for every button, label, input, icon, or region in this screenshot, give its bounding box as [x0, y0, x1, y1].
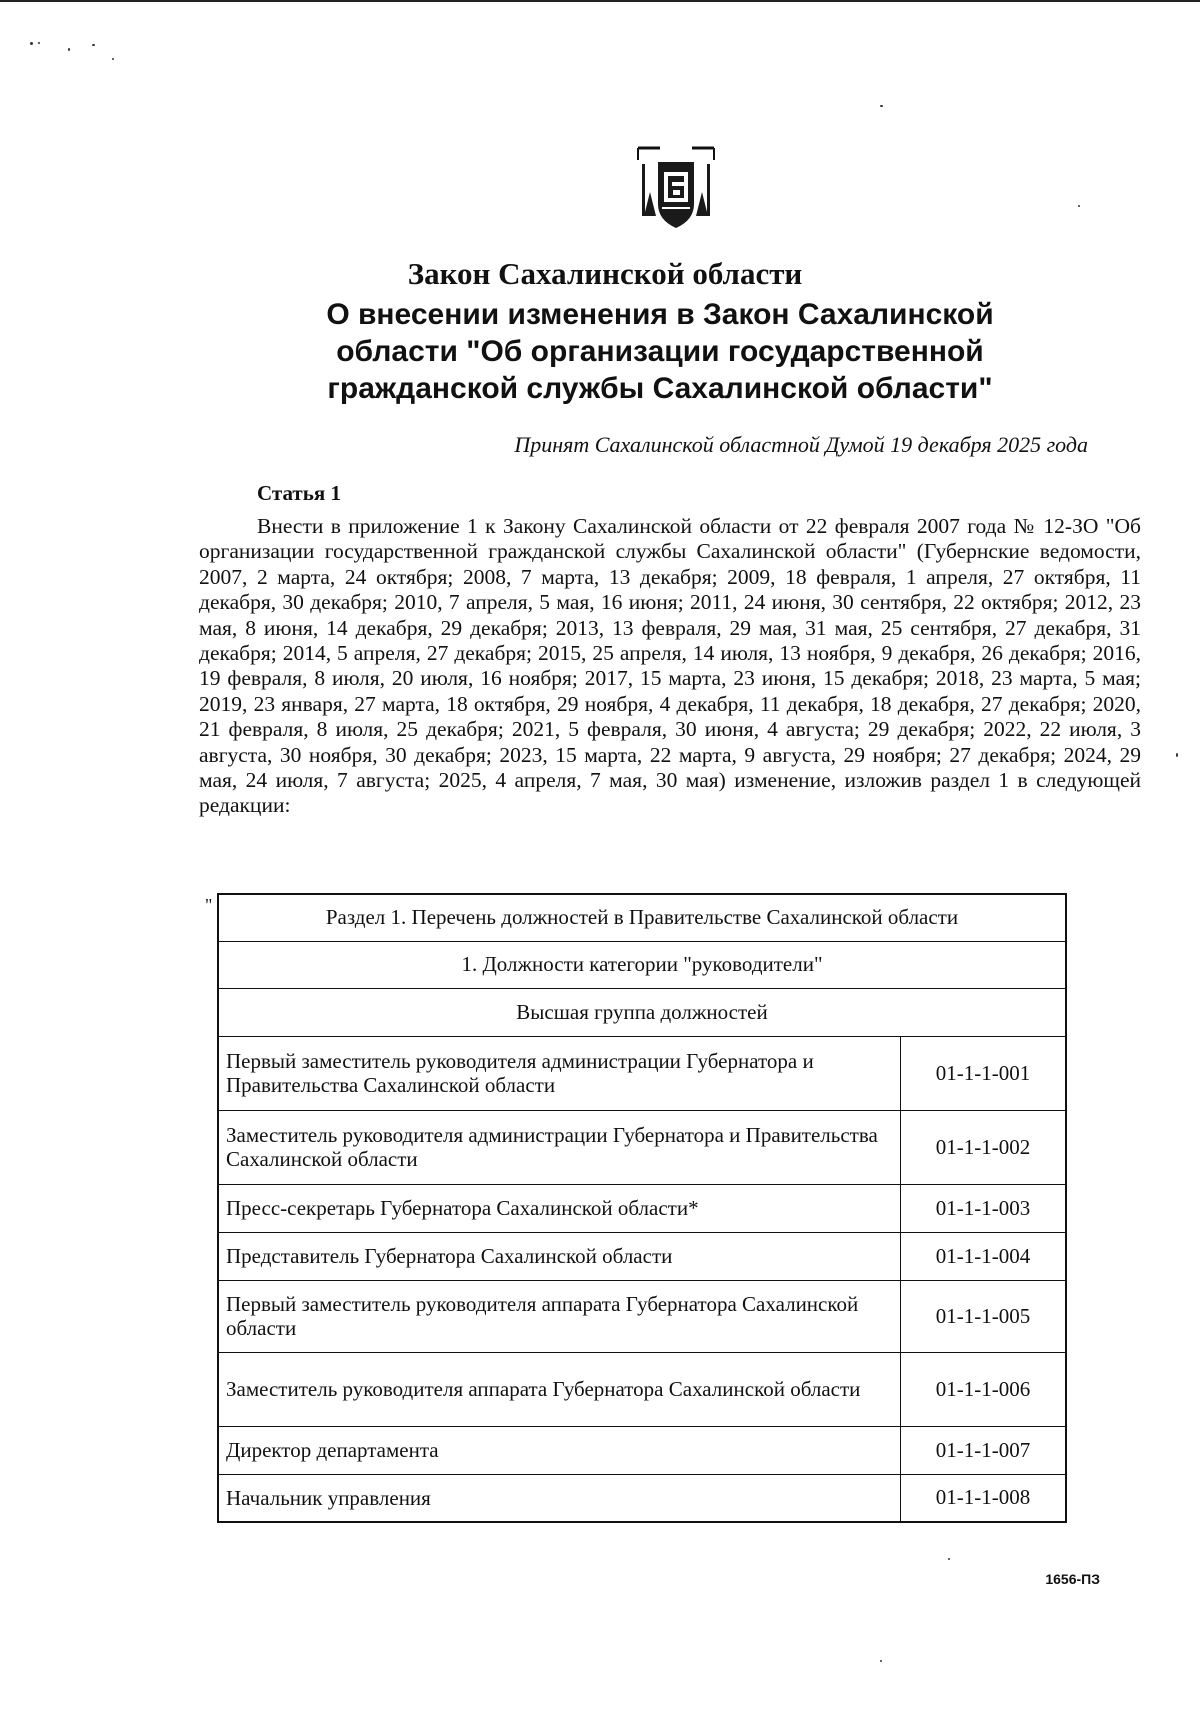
scan-speck — [1176, 753, 1178, 757]
scan-speck — [68, 48, 70, 51]
opening-quote-mark: " — [205, 895, 213, 915]
law-title-line: О внесении изменения в Закон Сахалинской — [326, 298, 994, 331]
table-row — [218, 1184, 1066, 1232]
table-row — [218, 1036, 1066, 1110]
position-code: 01-1-1-002 — [901, 1110, 1067, 1184]
table-row — [218, 1232, 1066, 1280]
position-name: Заместитель руководителя аппарата Губернатора Сахалинской области — [218, 1352, 901, 1426]
position-code: 01-1-1-006 — [901, 1352, 1067, 1426]
table-group-row — [218, 988, 1066, 1036]
adoption-note: Принят Сахалинской областной Думой 19 декабря 2025 года — [514, 432, 1088, 457]
table-category-row — [218, 941, 1066, 988]
scan-speck — [92, 44, 95, 46]
law-title — [300, 296, 1020, 407]
position-code: 01-1-1-008 — [901, 1474, 1067, 1522]
table-row — [218, 1110, 1066, 1184]
table-row — [218, 1426, 1066, 1474]
article-body-text: Внести в приложение 1 к Закону Сахалинской области от 22 февраля 2007 года № 12-ЗО "Об организации государственной гражданской службы Сахалинской области" (Губернские ведомости, 2007, 2 марта, 24 октября; 2008, 7 марта, 13 декабря; 2009, 18 февраля, 1 апреля, 27 октября, 11 декабря, 30 декабря; 2010, 7 апреля, 5 мая, 16 июня; 2011, 24 июня, 30 сентября, 22 октября; 2012, 23 мая, 8 июня, 14 декабря, 29 декабря; 2013, 13 февраля, 29 мая, 31 мая, 25 сентября, 27 декабря, 31 декабря; 2014, 5 апреля, 27 декабря; 2015, 25 апреля, 14 июля, 13 ноября, 9 декабря, 26 декабря; 2016, 19 февраля, 8 июля, 20 июля, 16 ноября; 2017, 15 марта, 23 июня, 15 декабря; 2018, 23 марта, 5 мая; 2019, 23 января, 27 марта, 18 октября, 29 ноября, 4 декабря, 11 декабря, 18 декабря, 27 декабря; 2020, 21 февраля, 8 июля, 25 декабря; 2021, 5 февраля, 30 июня, 4 августа; 29 декабря; 2022, 22 июля, 3 августа, 30 ноября, 30 декабря; 2023, 15 марта, 22 марта, 9 августа, 29 ноября; 27 декабря; 2024, 29 мая, 24 июля, 7 августа; 2025, 4 апреля, 7 мая, 30 мая) изменение, изложив раздел 1 в следующей редакции: — [199, 514, 1141, 818]
scan-speck — [880, 1660, 882, 1662]
position-code: 01-1-1-007 — [901, 1426, 1067, 1474]
table-section-row — [218, 894, 1066, 941]
position-code: 01-1-1-003 — [901, 1184, 1067, 1232]
positions-table — [217, 893, 1067, 1523]
table-row — [218, 1352, 1066, 1426]
coat-of-arms-emblem — [636, 142, 716, 230]
position-code: 01-1-1-005 — [901, 1280, 1067, 1352]
table-row — [218, 1474, 1066, 1522]
position-name: Первый заместитель руководителя аппарата Губернатора Сахалинской области — [218, 1280, 901, 1352]
scan-speck — [880, 105, 883, 107]
law-title-line: области "Об организации государственной — [336, 335, 984, 368]
group-header: Высшая группа должностей — [218, 988, 1066, 1036]
position-name: Пресс-секретарь Губернатора Сахалинской области* — [218, 1184, 901, 1232]
table-row — [218, 1280, 1066, 1352]
position-name: Директор департамента — [218, 1426, 901, 1474]
position-name: Представитель Губернатора Сахалинской области — [218, 1232, 901, 1280]
scan-speck — [30, 42, 33, 45]
law-title-line: гражданской службы Сахалинской области" — [327, 372, 993, 405]
article-heading: Статья 1 — [257, 481, 341, 505]
law-type-heading: Закон Сахалинской области — [407, 256, 803, 291]
scan-speck — [38, 42, 40, 44]
scan-speck — [948, 1558, 950, 1560]
scan-speck — [112, 58, 114, 60]
scan-top-edge — [0, 0, 1200, 2]
position-name: Заместитель руководителя администрации Губернатора и Правительства Сахалинской области — [218, 1110, 901, 1184]
position-code: 01-1-1-001 — [901, 1036, 1067, 1110]
position-code: 01-1-1-004 — [901, 1232, 1067, 1280]
section-header: Раздел 1. Перечень должностей в Правительстве Сахалинской области — [218, 894, 1066, 941]
document-number: 1656-ПЗ — [1045, 1571, 1100, 1587]
scan-speck — [1078, 205, 1080, 207]
position-name: Начальник управления — [218, 1474, 901, 1522]
category-header: 1. Должности категории "руководители" — [218, 941, 1066, 988]
position-name: Первый заместитель руководителя администрации Губернатора и Правительства Сахалинской области — [218, 1036, 901, 1110]
